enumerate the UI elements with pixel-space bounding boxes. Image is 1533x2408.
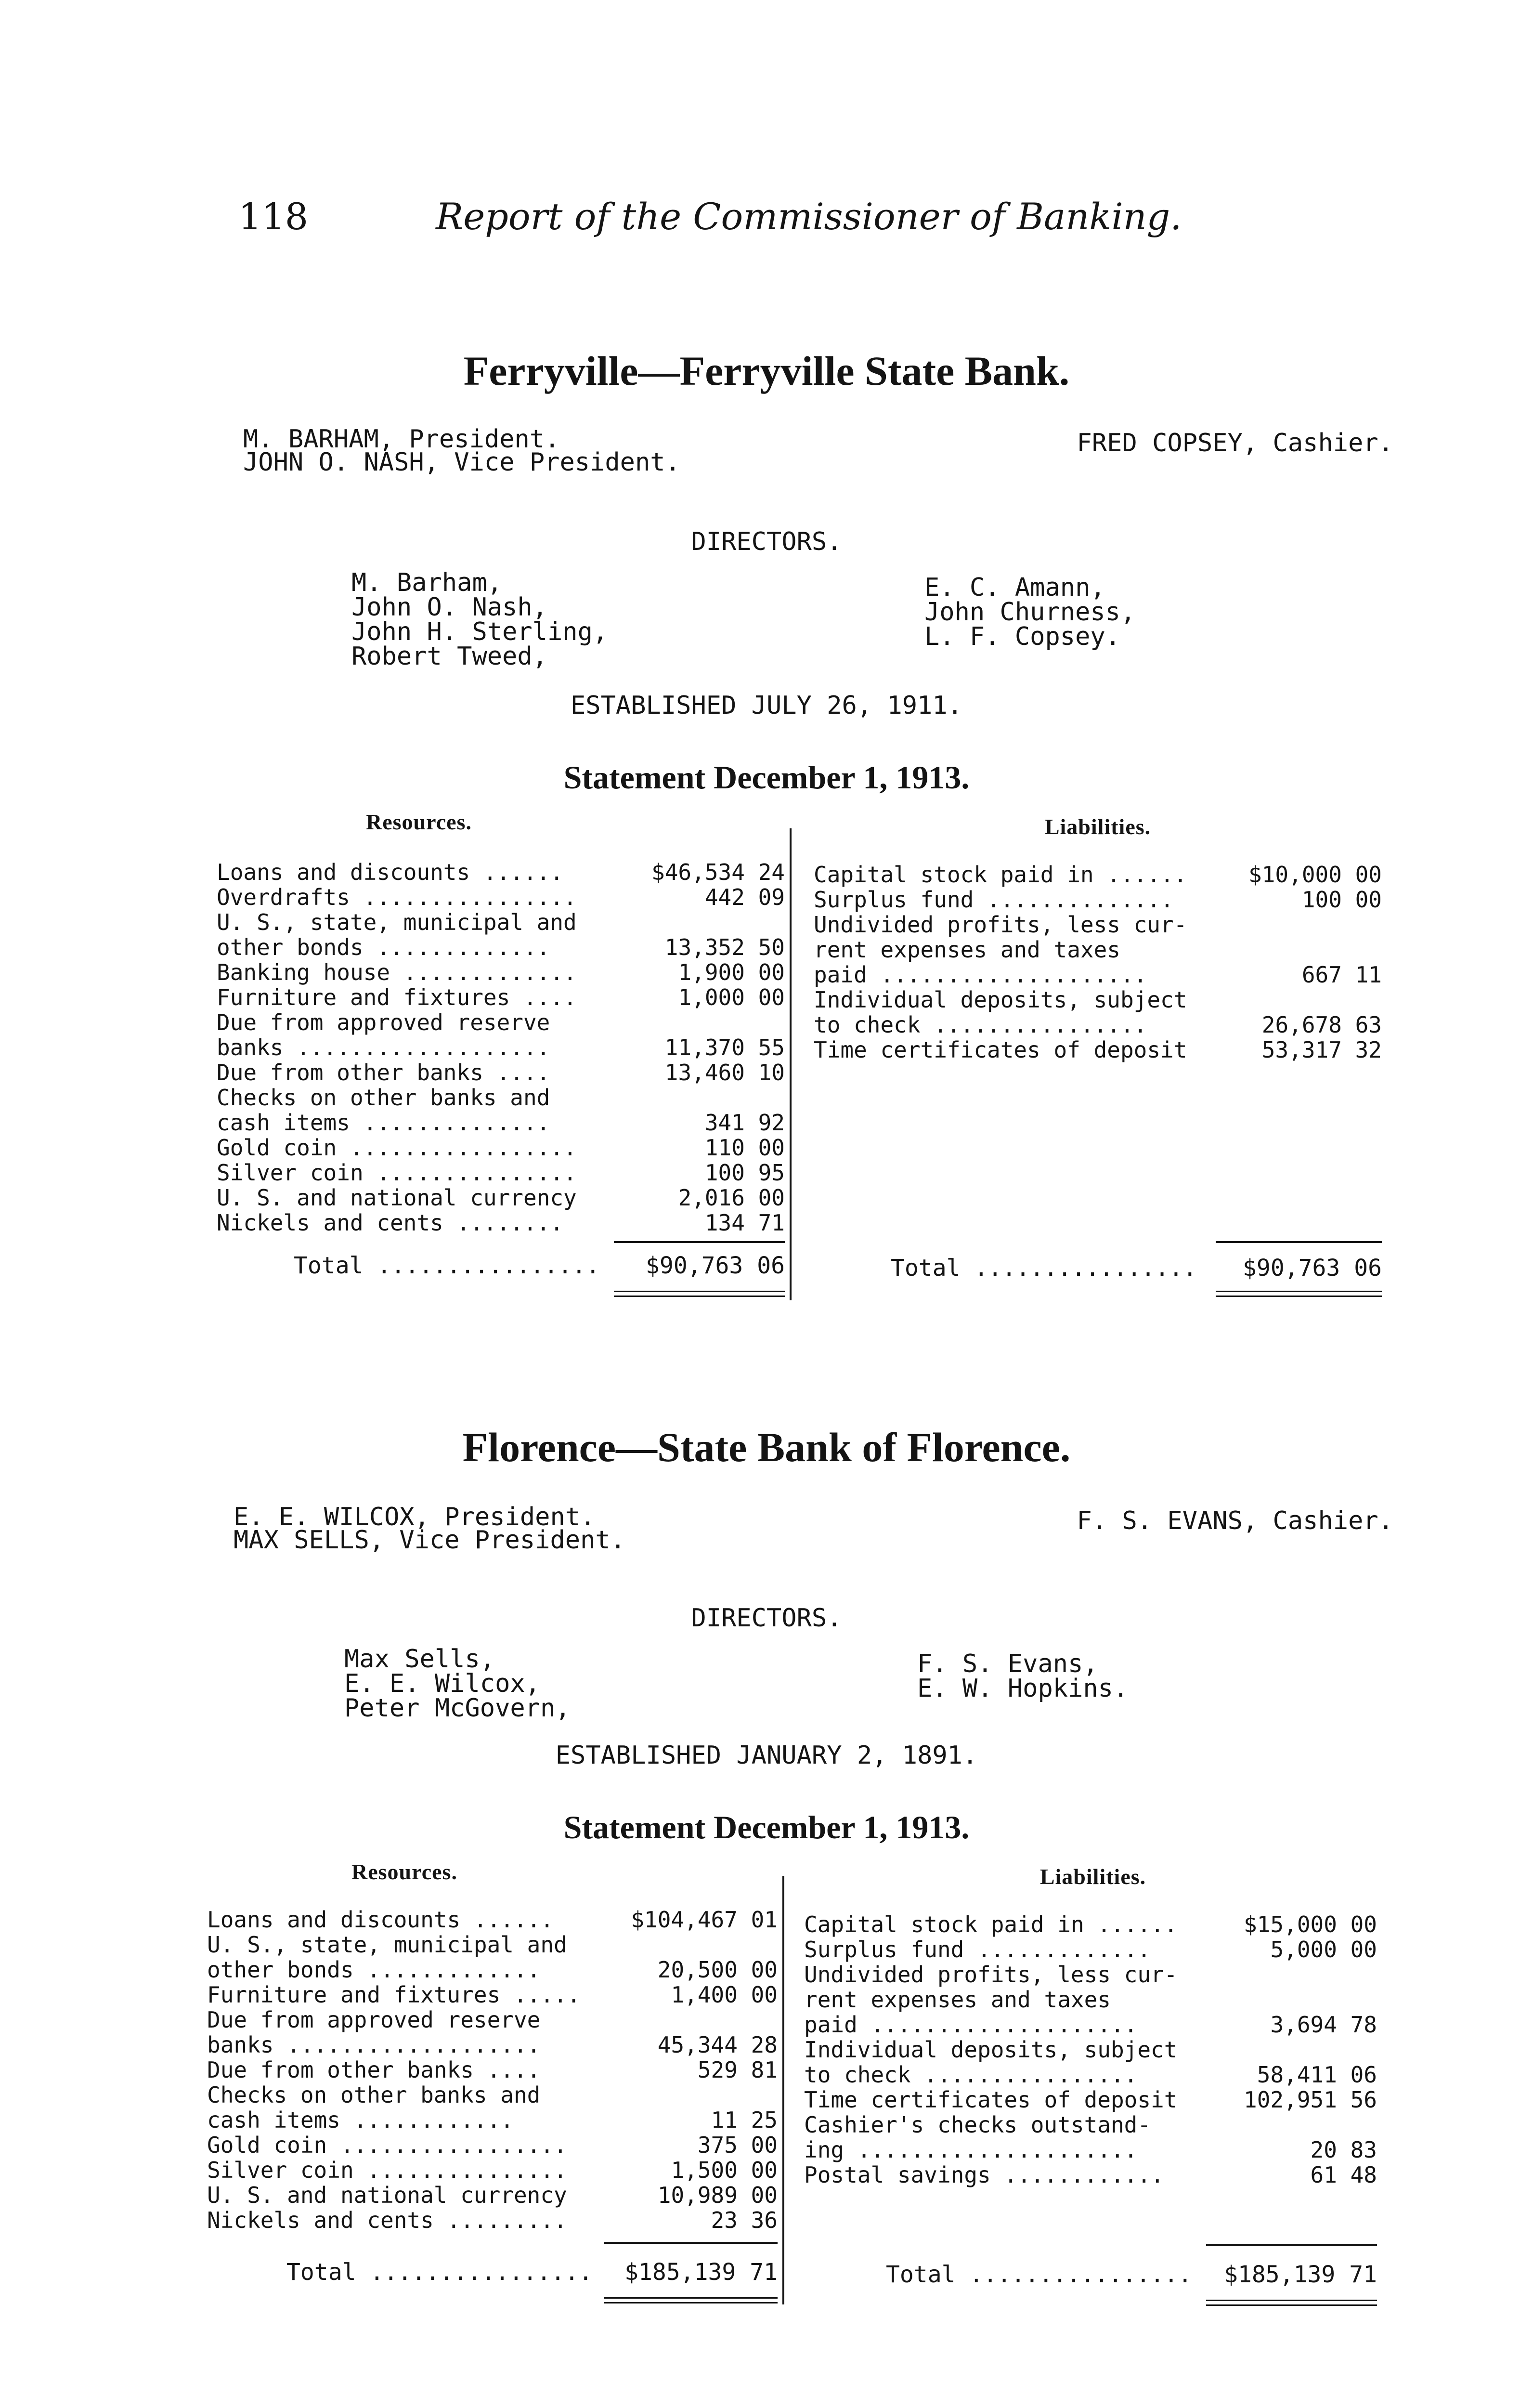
ledger-amount: 11,370 55 — [664, 1034, 785, 1060]
ledger-row — [217, 910, 785, 935]
ledger-amount: 341 92 — [704, 1110, 785, 1136]
bank-title: Florence—State Bank of Florence. — [462, 1424, 1071, 1470]
ledger-row — [207, 2133, 778, 2158]
ledger-amount: 529 81 — [697, 2057, 778, 2083]
ledger-label: other bonds ............. — [207, 1957, 541, 1983]
ledger-row — [804, 2137, 1377, 2162]
ledger-label: banks ................... — [207, 2032, 541, 2058]
ledger-label: Overdrafts ................ — [217, 884, 577, 910]
ledger-label: Capital stock paid in ...... — [814, 862, 1187, 888]
directors-heading: DIRECTORS. — [691, 527, 842, 556]
ledger-row — [217, 960, 785, 985]
ledger-label: Banking house ............. — [217, 959, 577, 985]
ledger-row — [207, 2183, 778, 2208]
resources-heading: Resources. — [366, 810, 472, 834]
ledger-amount: 134 71 — [704, 1210, 785, 1236]
ledger-row — [217, 860, 785, 885]
double-rule — [1216, 1296, 1382, 1297]
ledger-amount: 23 36 — [711, 2207, 778, 2233]
ledger-row — [804, 1912, 1377, 1937]
established-date: ESTABLISHED JULY 26, 1911. — [571, 691, 962, 720]
subtotal-rule — [1206, 2244, 1377, 2246]
established-date: ESTABLISHED JANUARY 2, 1891. — [555, 1741, 978, 1770]
ledger-row — [207, 2107, 778, 2133]
subtotal-rule — [1216, 1241, 1382, 1243]
director-name: F. S. Evans, — [917, 1649, 1098, 1678]
ledger-label: Furniture and fixtures .... — [217, 984, 577, 1010]
ledger-row — [804, 2087, 1377, 2112]
ledger-amount: 53,317 32 — [1261, 1037, 1382, 1063]
ledger-label: Checks on other banks and — [217, 1085, 550, 1111]
ledger-label: Gold coin ................. — [207, 2132, 567, 2158]
ledger-label: Undivided profits, less cur- — [804, 1962, 1178, 1988]
ledger-label: rent expenses and taxes — [804, 1987, 1111, 2013]
ledger-label: Due from approved reserve — [207, 2007, 541, 2033]
ledger-row — [814, 912, 1382, 937]
ledger-amount: 375 00 — [697, 2132, 778, 2158]
director-name: E. C. Amann, — [924, 573, 1105, 602]
ledger-row — [217, 1110, 785, 1135]
total-label: Total ................ — [286, 2259, 593, 2286]
cashier: FRED COPSEY, Cashier. — [1077, 429, 1393, 458]
page-number: 118 — [238, 195, 309, 238]
director-name: Max Sells, — [344, 1645, 495, 1674]
resources-total-row — [294, 1252, 785, 1279]
ledger-label: U. S. and national currency — [217, 1185, 577, 1211]
liabilities-total-row — [891, 1255, 1382, 1282]
ledger-row — [207, 2007, 778, 2032]
ledger-label: Gold coin ................. — [217, 1135, 577, 1161]
ledger-row — [804, 2062, 1377, 2087]
director-name: M. Barham, — [351, 568, 503, 597]
director-name: E. W. Hopkins. — [917, 1674, 1129, 1703]
ledger-label: U. S. and national currency — [207, 2182, 567, 2208]
total-value: $185,139 71 — [624, 2259, 778, 2286]
subtotal-rule — [604, 2242, 778, 2244]
ledger-row — [217, 885, 785, 910]
total-value: $90,763 06 — [1243, 1255, 1382, 1282]
ledger-amount: 100 95 — [704, 1160, 785, 1186]
liabilities-heading: Liabilities. — [1044, 814, 1151, 839]
ledger-row — [217, 1010, 785, 1035]
vice-president: MAX SELLS, Vice President. — [234, 1526, 625, 1555]
director-list-right — [917, 1649, 1129, 1703]
ledger-label: paid .................... — [814, 962, 1147, 988]
ledger-row — [814, 937, 1382, 962]
ledger-label: Nickels and cents ........ — [217, 1210, 564, 1236]
director-name: Peter McGovern, — [344, 1694, 571, 1723]
ledger-amount: 13,460 10 — [664, 1060, 785, 1086]
director-list-right — [924, 573, 1136, 651]
ledger-label: Due from other banks .... — [217, 1060, 550, 1086]
double-rule — [614, 1291, 785, 1292]
ledger-amount: 20,500 00 — [657, 1957, 778, 1983]
statement-heading: Statement December 1, 1913. — [563, 1809, 970, 1845]
ledger-amount: 26,678 63 — [1261, 1012, 1382, 1038]
column-divider — [782, 1876, 784, 2304]
vice-president: JOHN O. NASH, Vice President. — [243, 448, 680, 477]
ledger-label: cash items .............. — [217, 1110, 550, 1136]
director-name: John Churness, — [924, 598, 1136, 627]
ledger-label: Furniture and fixtures ..... — [207, 1982, 581, 2008]
ledger-label: to check ................ — [804, 2062, 1138, 2088]
ledger-row — [814, 987, 1382, 1012]
director-list-left — [344, 1647, 571, 1721]
director-name: E. E. Wilcox, — [344, 1669, 540, 1698]
ledger-amount: 58,411 06 — [1257, 2062, 1377, 2088]
ledger-amount: 1,400 00 — [671, 1982, 778, 2008]
ledger-row — [217, 985, 785, 1010]
ledger-row — [814, 1037, 1382, 1062]
ledger-amount: 13,352 50 — [664, 934, 785, 960]
ledger-row — [207, 1982, 778, 2007]
ledger-row — [804, 2037, 1377, 2062]
column-divider — [790, 828, 792, 1300]
ledger-label: Nickels and cents ......... — [207, 2207, 567, 2233]
ledger-row — [804, 2162, 1377, 2187]
ledger-label: Surplus fund .............. — [814, 887, 1174, 913]
double-rule — [1206, 2300, 1377, 2301]
double-rule — [1206, 2304, 1377, 2306]
ledger-label: Silver coin ............... — [207, 2157, 567, 2183]
ledger-label: U. S., state, municipal and — [217, 909, 577, 935]
total-label: Total ................ — [886, 2261, 1192, 2288]
total-value: $185,139 71 — [1224, 2261, 1377, 2288]
ledger-label: Due from other banks .... — [207, 2057, 541, 2083]
ledger-label: ing ..................... — [804, 2137, 1138, 2163]
ledger-row — [217, 935, 785, 960]
total-label: Total ................ — [891, 1255, 1197, 1282]
liabilities-total-row — [886, 2261, 1377, 2288]
ledger-label: Silver coin ............... — [217, 1160, 577, 1186]
ledger-label: U. S., state, municipal and — [207, 1932, 567, 1958]
ledger-row — [217, 1035, 785, 1060]
ledger-amount: 100 00 — [1301, 887, 1382, 913]
ledger-label: Postal savings ............ — [804, 2162, 1164, 2188]
ledger-row — [814, 1012, 1382, 1037]
director-name: John H. Sterling, — [351, 617, 608, 646]
ledger-row — [217, 1060, 785, 1085]
total-value: $90,763 06 — [646, 1252, 785, 1279]
total-label: Total ................ — [294, 1252, 600, 1279]
bank-title: Ferryville—Ferryville State Bank. — [463, 348, 1070, 394]
ledger-label: Due from approved reserve — [217, 1009, 550, 1035]
ledger-amount: 442 09 — [704, 884, 785, 910]
double-rule — [1216, 1291, 1382, 1292]
cashier: F. S. EVANS, Cashier. — [1077, 1506, 1393, 1535]
ledger-amount: 667 11 — [1301, 962, 1382, 988]
ledger-label: banks ................... — [217, 1034, 550, 1060]
director-name: Robert Tweed, — [351, 642, 547, 671]
ledger-row — [207, 2082, 778, 2107]
double-rule — [604, 2302, 778, 2303]
ledger-amount: 45,344 28 — [657, 2032, 778, 2058]
ledger-label: Surplus fund ............. — [804, 1937, 1151, 1963]
ledger-row — [814, 862, 1382, 887]
ledger-label: Capital stock paid in ...... — [804, 1911, 1178, 1937]
ledger-row — [207, 2032, 778, 2057]
ledger-label: Loans and discounts ...... — [217, 859, 564, 885]
ledger-row — [804, 1987, 1377, 2012]
statement-heading: Statement December 1, 1913. — [563, 759, 970, 796]
director-name: L. F. Copsey. — [924, 622, 1120, 651]
directors-heading: DIRECTORS. — [691, 1604, 842, 1633]
ledger-label: Loans and discounts ...... — [207, 1907, 554, 1933]
ledger-amount: 10,989 00 — [657, 2182, 778, 2208]
ledger-label: Individual deposits, subject — [804, 2037, 1178, 2063]
ledger-amount: 2,016 00 — [678, 1185, 785, 1211]
ledger-label: Checks on other banks and — [207, 2082, 541, 2108]
running-title: Report of the Commissioner of Banking. — [436, 195, 1182, 238]
subtotal-rule — [614, 1241, 785, 1243]
ledger-amount: $15,000 00 — [1244, 1911, 1377, 1937]
president: M. BARHAM, President. — [243, 425, 560, 454]
ledger-row — [814, 962, 1382, 987]
ledger-row — [804, 2012, 1377, 2037]
ledger-label: other bonds ............. — [217, 934, 550, 960]
ledger-label: Undivided profits, less cur- — [814, 912, 1187, 938]
ledger-amount: 20 83 — [1310, 2137, 1377, 2163]
ledger-row — [207, 2208, 778, 2233]
ledger-row — [804, 1937, 1377, 1962]
ledger-label: Time certificates of deposit — [804, 2087, 1178, 2113]
ledger-row — [207, 1907, 778, 1932]
ledger-row — [217, 1160, 785, 1185]
ledger-row — [207, 2057, 778, 2082]
ledger-label: rent expenses and taxes — [814, 937, 1120, 963]
ledger-amount: $10,000 00 — [1248, 862, 1382, 888]
double-rule — [604, 2297, 778, 2299]
ledger-row — [804, 2112, 1377, 2137]
ledger-row — [207, 1932, 778, 1957]
ledger-row — [217, 1185, 785, 1210]
ledger-label: to check ................ — [814, 1012, 1147, 1038]
ledger-row — [814, 887, 1382, 912]
ledger-row — [207, 2158, 778, 2183]
resources-total-row — [286, 2259, 778, 2286]
ledger-amount: 110 00 — [704, 1135, 785, 1161]
ledger-amount: 102,951 56 — [1244, 2087, 1377, 2113]
director-list-left — [351, 568, 608, 671]
ledger-label: Time certificates of deposit — [814, 1037, 1187, 1063]
president: E. E. WILCOX, President. — [234, 1503, 596, 1531]
ledger-amount: 1,900 00 — [678, 959, 785, 985]
resources-heading: Resources. — [351, 1859, 457, 1884]
ledger-amount: $104,467 01 — [631, 1907, 778, 1933]
ledger-row — [804, 1962, 1377, 1987]
ledger-row — [217, 1210, 785, 1235]
ledger-label: Cashier's checks outstand- — [804, 2112, 1151, 2138]
ledger-row — [207, 1957, 778, 1982]
ledger-row — [217, 1085, 785, 1110]
ledger-amount: $46,534 24 — [651, 859, 785, 885]
double-rule — [614, 1296, 785, 1297]
ledger-amount: 1,500 00 — [671, 2157, 778, 2183]
ledger-row — [217, 1135, 785, 1160]
ledger-amount: 1,000 00 — [678, 984, 785, 1010]
director-name: John O. Nash, — [351, 593, 547, 622]
ledger-label: Individual deposits, subject — [814, 987, 1187, 1013]
ledger-amount: 3,694 78 — [1270, 2012, 1377, 2038]
ledger-label: cash items ............ — [207, 2107, 514, 2133]
ledger-amount: 11 25 — [711, 2107, 778, 2133]
ledger-amount: 61 48 — [1310, 2162, 1377, 2188]
liabilities-heading: Liabilities. — [1039, 1864, 1146, 1889]
ledger-label: paid .................... — [804, 2012, 1138, 2038]
ledger-amount: 5,000 00 — [1270, 1937, 1377, 1963]
